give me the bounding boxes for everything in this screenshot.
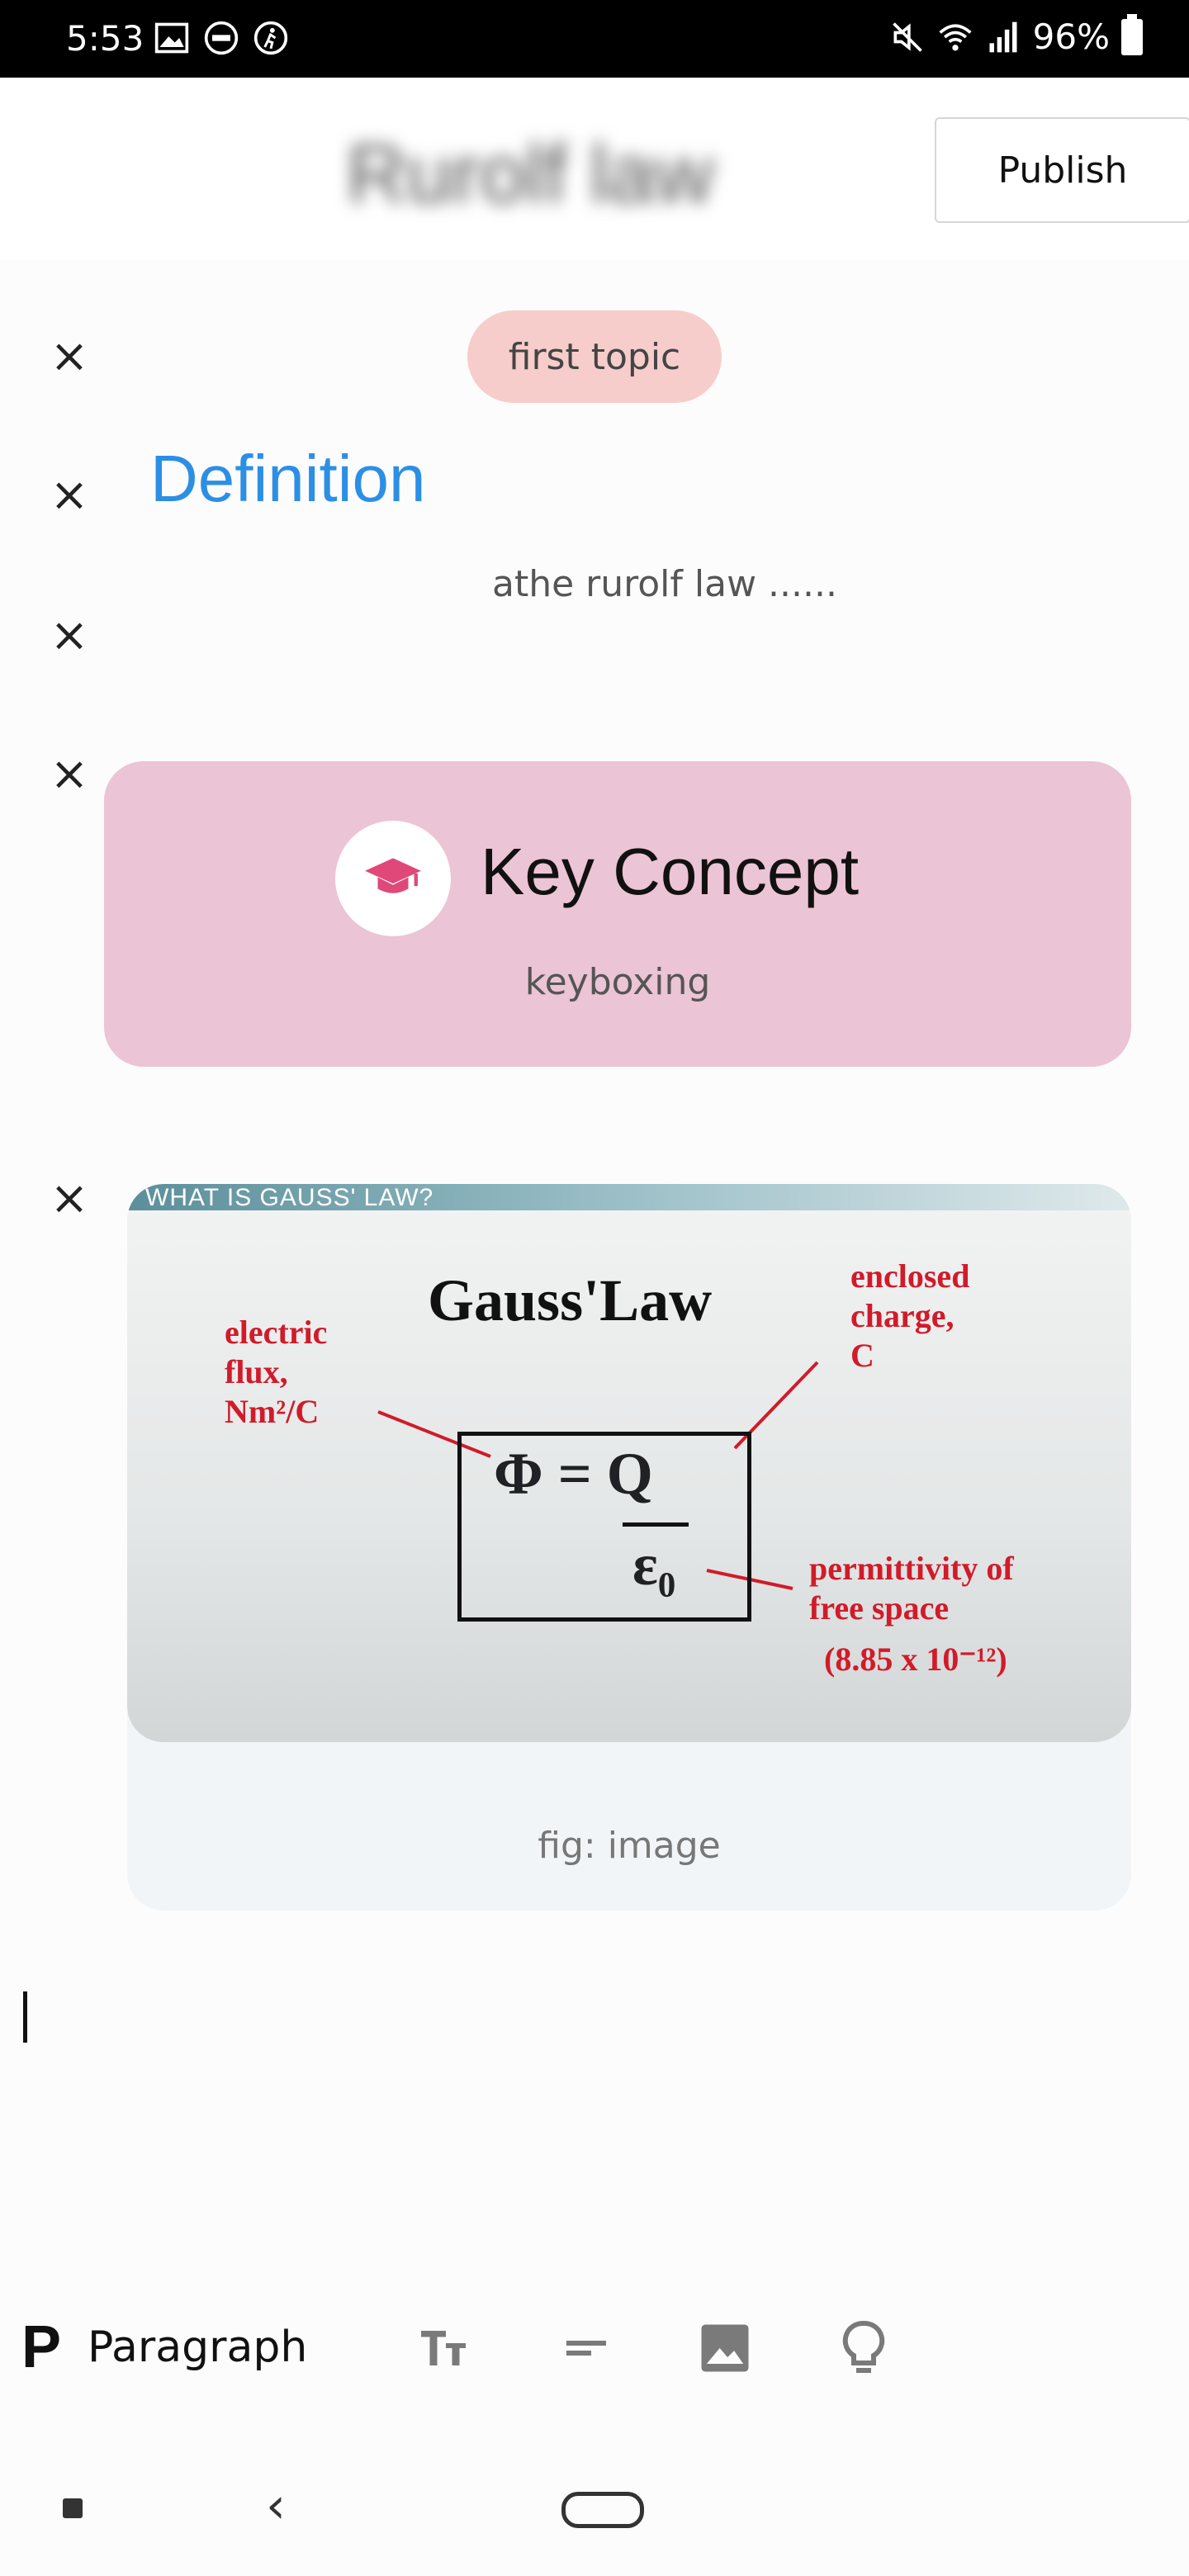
charge-label-line: C (850, 1337, 874, 1374)
paragraph-style-button[interactable] (21, 2313, 307, 2381)
key-concept-subtitle[interactable]: keyboxing (524, 961, 711, 1003)
figure-banner-text: WHAT IS GAUSS' LAW? (145, 1184, 434, 1211)
status-bar (0, 0, 1189, 78)
charge-label-line: enclosed (850, 1257, 970, 1295)
equation-denominator: ε₀ (632, 1532, 676, 1598)
format-toolbar (0, 2295, 1189, 2394)
dnd-icon (203, 20, 239, 56)
key-concept-title: Key Concept (481, 835, 860, 908)
remove-topic-close-icon[interactable]: × (50, 329, 89, 383)
document-title[interactable]: Rurolf law (347, 128, 714, 220)
image-icon (154, 20, 190, 56)
flux-label-line: Nm²/C (225, 1393, 320, 1430)
insert-image-button[interactable] (692, 2315, 758, 2381)
editor-header (0, 78, 1189, 259)
signal-icon (985, 19, 1021, 55)
topic-chip[interactable]: first topic (467, 310, 722, 403)
text-cursor (23, 1991, 27, 2043)
system-nav-bar (0, 2444, 1189, 2576)
gauss-law-image (127, 1184, 1131, 1742)
insert-tip-button[interactable] (831, 2315, 897, 2381)
paragraph-label: Paragraph (88, 2323, 308, 2372)
recents-button[interactable] (63, 2498, 83, 2518)
flux-label-line: flux, (225, 1353, 288, 1390)
permittivity-label-line: free space (809, 1589, 950, 1627)
battery-percent: 96% (1032, 17, 1110, 57)
battery-icon (1121, 19, 1143, 55)
status-time: 5:53 (66, 18, 144, 59)
graduation-cap-icon (335, 821, 451, 936)
key-concept-card[interactable] (104, 761, 1131, 1067)
home-button[interactable] (561, 2492, 644, 2528)
lightbulb-icon (834, 2318, 893, 2378)
permittivity-label-line: permittivity of (809, 1550, 1014, 1587)
wifi-icon (937, 19, 973, 55)
back-button[interactable]: ‹ (266, 2477, 286, 2535)
figure-caption[interactable]: fig: image (538, 1825, 721, 1867)
paragraph-icon: P (21, 2314, 62, 2380)
figure-title: Gauss'Law (428, 1267, 713, 1333)
equation-lhs: Φ = Q (494, 1441, 653, 1507)
align-icon (557, 2318, 616, 2378)
remove-definition-heading-close-icon[interactable]: × (50, 468, 89, 522)
text-size-icon (416, 2318, 476, 2378)
accessibility-icon (253, 20, 289, 56)
publish-button[interactable]: Publish (935, 117, 1189, 223)
charge-label-line: charge, (850, 1297, 955, 1334)
remove-key-concept-close-icon[interactable]: × (50, 747, 89, 801)
status-left-icons (154, 20, 289, 56)
fraction-bar (623, 1522, 689, 1527)
flux-label-line: electric (225, 1314, 328, 1351)
permittivity-label-line: (8.85 x 10⁻¹²) (824, 1641, 1007, 1678)
definition-heading[interactable]: Definition (150, 442, 426, 515)
remove-figure-close-icon[interactable]: × (50, 1172, 89, 1225)
editor-body (0, 259, 1189, 2257)
remove-definition-text-close-icon[interactable]: × (50, 608, 89, 662)
align-button[interactable] (553, 2315, 619, 2381)
figure-block[interactable] (127, 1184, 1131, 1911)
definition-text[interactable]: athe rurolf law ...... (492, 563, 837, 605)
image-icon (694, 2317, 756, 2379)
status-right (889, 17, 1143, 57)
mute-icon (889, 19, 926, 55)
text-size-button[interactable] (413, 2315, 479, 2381)
